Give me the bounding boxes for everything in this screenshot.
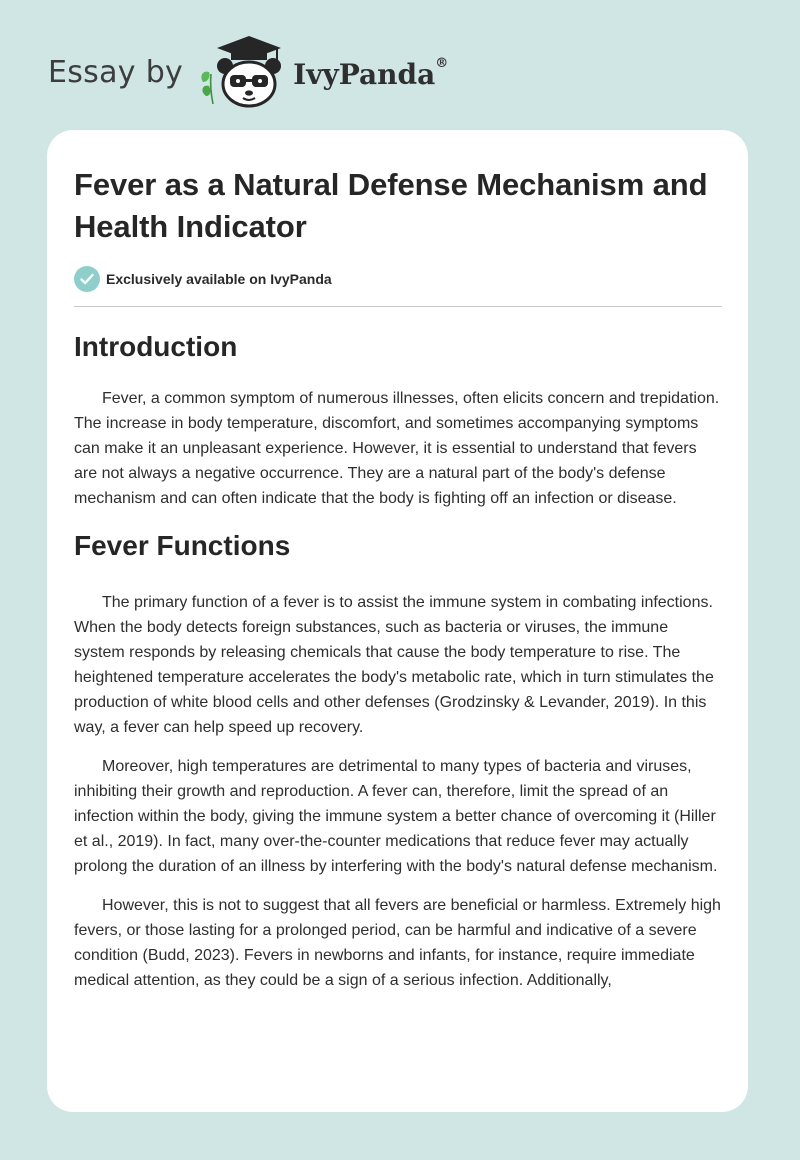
exclusive-badge xyxy=(74,266,721,292)
brand-name xyxy=(293,58,448,91)
paragraph: Fever, a common symptom of numerous illnesses, often elicits concern and trepidation. The increase in body temperature, discomfort, and sometimes accompanying symptoms can make it an unpleasant experience. However, it is essential to understand that fevers are not always a negative occurrence. They are a natural part of the body's defense mechanism and can often indicate that the body is fighting off an infection or disease. xyxy=(74,390,720,507)
divider xyxy=(74,306,722,307)
paragraph: The primary function of a fever is to assist the immune system in combating infections. When the body detects foreign substances, such as bacteria or viruses, the immune system responds by releasing chemicals that cause the body temperature to rise. The heightened temperature accelerates the body's metabolic rate, which in turn stimulates the production of white blood cells and other defenses (Grodzinsky & Levander, 2019). In this way, a fever can help speed up recovery. xyxy=(74,594,714,736)
checkmark-icon xyxy=(74,266,100,292)
essay-card xyxy=(47,130,748,1112)
paragraph: However, this is not to suggest that all fevers are beneficial or harmless. Extremely high fevers, or those lasting for a prolonged period, can be harmful and indicative of a severe condition (Budd, 2023). Fevers in newborns and infants, for instance, require immediate medical attention, as they could be a sign of a serious infection. Additionally, xyxy=(74,897,721,989)
site-header xyxy=(48,34,448,110)
panda-graduate-icon xyxy=(197,34,289,110)
section-heading-introduction: Introduction xyxy=(74,331,238,362)
paragraph: Moreover, high temperatures are detrimental to many types of bacteria and viruses, inhibiting their growth and reproduction. A fever can, therefore, limit the spread of an infection within the body, giving the immune system a better chance of overcoming it (Hiller et al., 2019). In fact, many over-the-counter medications that reduce fever may actually prolong the duration of an illness by interfering with the body's natural defense mechanism. xyxy=(74,758,718,875)
badge-label: Exclusively available on IvyPanda xyxy=(106,271,332,287)
brand-text: IvyPanda xyxy=(293,57,436,91)
essay-by-label: Essay by xyxy=(48,54,184,90)
section-heading-fever-functions: Fever Functions xyxy=(74,530,291,561)
page-title: Fever as a Natural Defense Mechanism and Health Indicator xyxy=(74,167,708,244)
registered-mark: ® xyxy=(435,56,449,72)
